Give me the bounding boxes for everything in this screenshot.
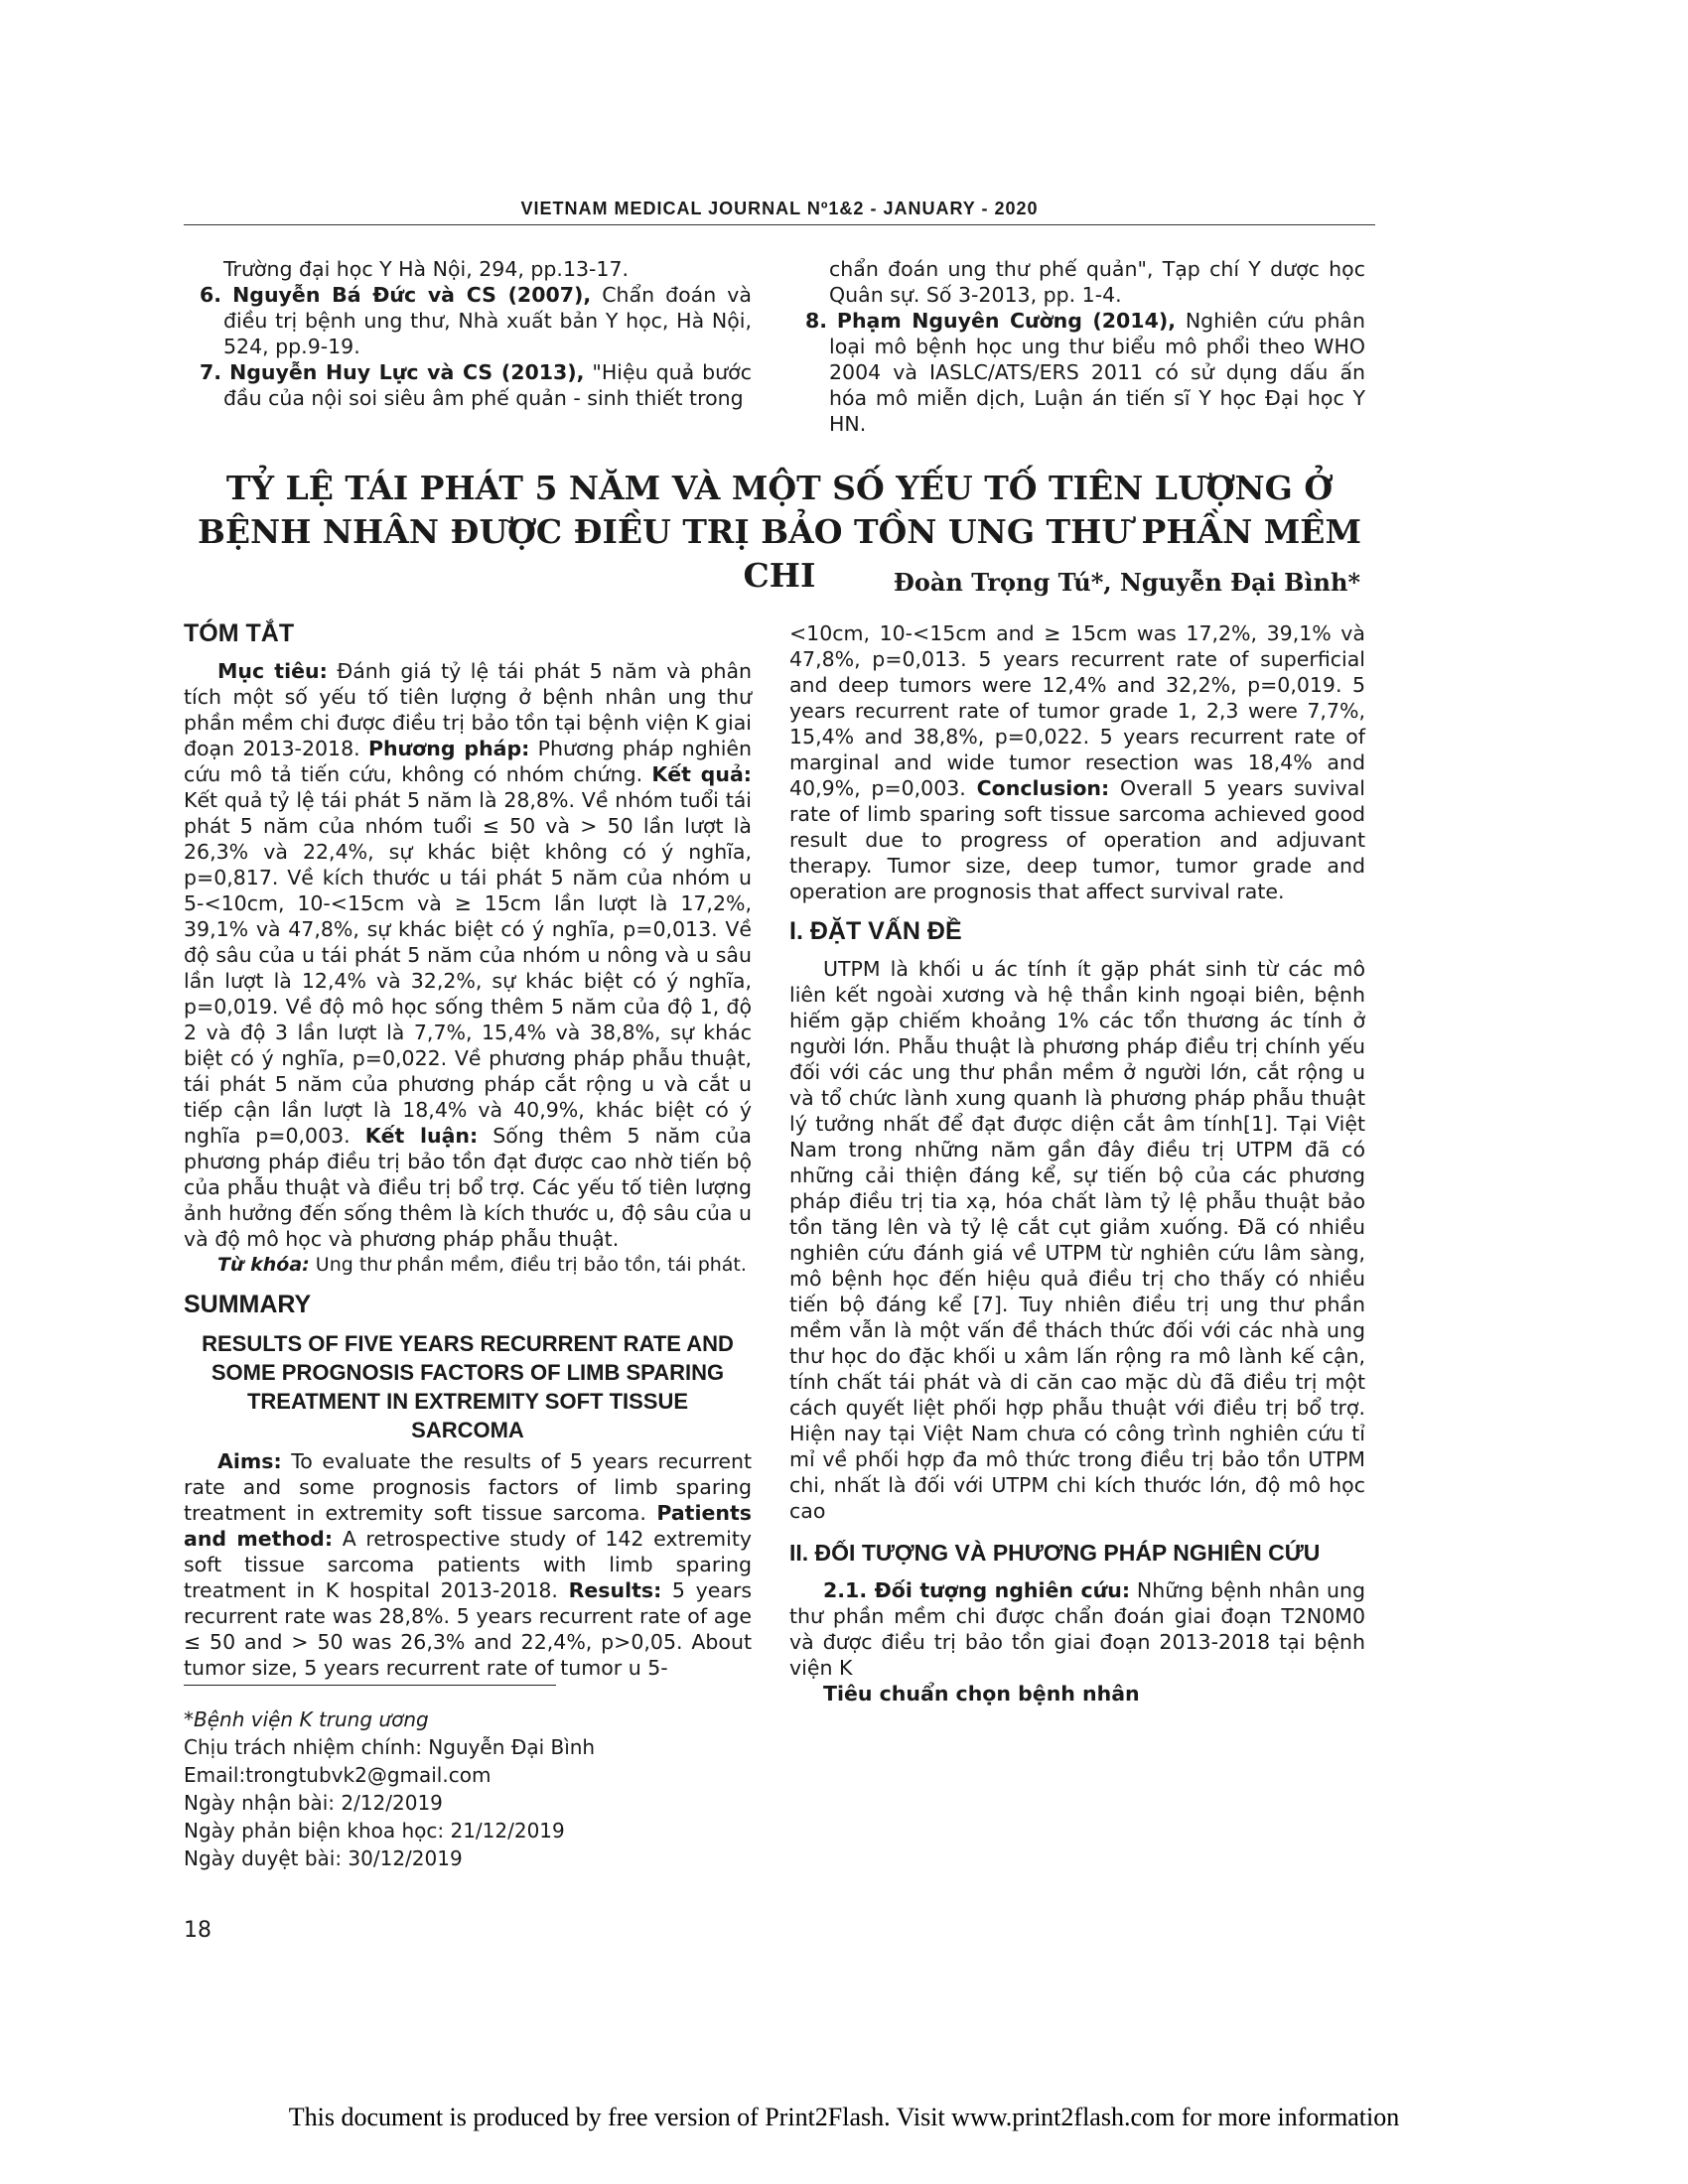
article-authors: Đoàn Trọng Tú*, Nguyễn Đại Bình* bbox=[893, 568, 1360, 597]
summary-body-left: Aims: To evaluate the results of 5 years recurrent rate and some prognosis factors of limb sparing treatment in extremity soft tissue sarcoma. Patients and method: A retrospective study of 142 extremity soft tissue sarcoma patients with limb sparing treatment in K hospital 2013-2018. Results: 5 years recurrent rate was 28,8%. 5 years recurrent rate of age ≤ 50 and > 50 was 26,3% and 22,4%, p>0,05. About tumor size, 5 years recurrent rate of tumor u 5- bbox=[184, 1449, 753, 1680]
journal-header: VIETNAM MEDICAL JOURNAL Nº1&2 - JANUARY - 2020 bbox=[520, 199, 1039, 218]
section-2-heading: II. ĐỐI TƯỢNG VÀ PHƯƠNG PHÁP NGHIÊN CỨU bbox=[789, 1540, 1321, 1566]
main-column-right bbox=[789, 620, 1365, 1706]
footnote-affiliation: *Bệnh viện K trung ương bbox=[184, 1707, 429, 1731]
summary-title: RESULTS OF FIVE YEARS RECURRENT RATE AND SOME PROGNOSIS FACTORS OF LIMB SPARING TREATMENT IN EXTREMITY SOFT TISSUE SARCOMA bbox=[202, 1331, 734, 1442]
abstract-vi-body: Mục tiêu: Đánh giá tỷ lệ tái phát 5 năm và phân tích một số yếu tố tiên lượng ở bệnh nhân ung thư phần mềm chi được điều trị bảo tồn tại bệnh viện K giai đoạn 2013-2018. Phương pháp: Phương pháp nghiên cứu mô tả tiến cứu, không có nhóm chứng. Kết quả: Kết quả tỷ lệ tái phát 5 năm là 28,8%. Về nhóm tuổi tái phát 5 năm của nhóm tuổi ≤ 50 và > 50 lần lượt là 26,3% và 22,4%, sự khác biệt không có ý nghĩa, p=0,817. Về kích thước u tái phát 5 năm của nhóm u 5-<10cm, 10-<15cm và ≥ 15cm lần lượt là 17,2%, 39,1% và 47,8%, sự khác biệt có ý nghĩa, p=0,013. Về độ sâu của u tái phát 5 năm của nhóm u nông và u sâu lần lượt là 12,4% và 32,2%, sự khác biệt có ý nghĩa, p=0,019. Về độ mô học sống thêm 5 năm của độ 1, độ 2 và độ 3 lần lượt là 7,7%, 15,4% và 38,8%, sự khác biệt có ý nghĩa, p=0,022. Về phương pháp phẫu thuật, tái phát 5 năm của phương pháp cắt rộng u và cắt u tiếp cận lần lượt là 18,4% và 40,9%, khác biệt có ý nghĩa p=0,003. Kết luận: Sống thêm 5 năm của phương pháp điều trị bảo tồn đạt được cao nhờ tiến bộ của phẫu thuật và điều trị bổ trợ. Các yếu tố tiên lượng ảnh hưởng đến sống thêm là kích thước u, độ sâu của u và độ mô học và phương pháp phẫu thuật. bbox=[184, 659, 753, 1251]
reference-5-continuation: Trường đại học Y Hà Nội, 294, pp.13-17. bbox=[223, 257, 630, 281]
keywords: Từ khóa: Ung thư phần mềm, điều trị bảo tồn, tái phát. bbox=[217, 1254, 747, 1276]
footnote bbox=[184, 1706, 740, 1872]
footnote-line: Ngày nhận bài: 2/12/2019 bbox=[184, 1791, 443, 1815]
footnote-line: Email:trongtubvk2@gmail.com bbox=[184, 1763, 492, 1787]
summary-body-right: <10cm, 10-<15cm and ≥ 15cm was 17,2%, 39,1% và 47,8%, p=0,013. 5 years recurrent rate of superficial and deep tumors were 12,4% and 32,2%, p=0,019. 5 years recurrent rate of tumor grade 1, 2,3 were 7,7%, 15,4% and 38,8%, p=0,022. 5 years recurrent rate of marginal and wide tumor resection was 18,4% and 40,9%, p=0,003. Conclusion: Overall 5 years suvival rate of limb sparing soft tissue sarcoma achieved good result due to progress of operation and adjuvant therapy. Tumor size, deep tumor, tumor grade and operation are prognosis that affect survival rate. bbox=[789, 621, 1365, 903]
print2flash-watermark: This document is produced by free version of Print2Flash. Visit www.print2flash.com for more information bbox=[288, 2103, 1400, 2131]
section-1-heading: I. ĐẶT VẤN ĐỀ bbox=[789, 917, 962, 945]
main-column-left bbox=[184, 620, 752, 1681]
footnote-divider bbox=[184, 1685, 556, 1686]
section-2-1-body: 2.1. Đối tượng nghiên cứu: Những bệnh nhân ung thư phần mềm chi được chẩn đoán giai đoạn T2N0M0 và được điều trị bảo tồn giai đoạn 2013-2018 tại bệnh viện K bbox=[789, 1578, 1365, 1680]
article-title-line-2: BỆNH NHÂN ĐƯỢC ĐIỀU TRỊ BẢO TỒN UNG THƯ PHẦN MỀM CHI bbox=[198, 512, 1361, 595]
summary-heading: SUMMARY bbox=[184, 1291, 312, 1318]
patient-criteria-subheading: Tiêu chuẩn chọn bệnh nhân bbox=[823, 1682, 1140, 1706]
header-divider bbox=[184, 224, 1375, 225]
section-1-body: UTPM là khối u ác tính ít gặp phát sinh từ các mô liên kết ngoài xương và hệ thần kinh ngoại biên, bệnh hiếm gặp chiếm khoảng 1% các tổn thương ác tính ở người lớn. Phẫu thuật là phương pháp điều trị chính yếu đối với các ung thư phần mềm ở người lớn, cắt rộng u và tổ chức lành xung quanh là phương pháp phẫu thuật lý tưởng nhất để đạt được diện cắt âm tính[1]. Tại Việt Nam trong những năm gần đây điều trị UTPM đã có những cải thiện đáng kể, sự tiến bộ của các phương pháp điều trị tia xạ, hóa chất làm tỷ lệ phẫu thuật bảo tồn tăng lên và tỷ lệ cắt cụt giảm xuống. Đã có nhiều nghiên cứu đánh giá về UTPM từ nghiên cứu lâm sàng, mô bệnh học đến hiệu quả điều trị cho thấy có nhiều tiến bộ đáng kể [7]. Tuy nhiên điều trị ung thư phần mềm vẫn là một vấn đề thách thức đối với các nhà ung thư học do đặc khối u xâm lấn rộng ra mô lành kế cận, tính chất tái phát và di căn cao mặc dù đã điều trị một cách quyết liệt phối hợp phẫu thuật với điều trị bổ trợ. Hiện nay tại Việt Nam chưa có công trình nghiên cứu tỉ mỉ về phối hợp đa mô thức trong điều trị bảo tồn UTPM chi, nhất là đối với UTPM chi kích thước lớn, độ mô học cao bbox=[789, 957, 1365, 1523]
reference-7: 7. Nguyễn Huy Lực và CS (2013), "Hiệu quả bước đầu của nội soi siêu âm phế quản - sinh thiết trong bbox=[200, 360, 752, 410]
references-left bbox=[184, 256, 752, 411]
abstract-heading: TÓM TẮT bbox=[184, 619, 295, 647]
footnote-line: Ngày duyệt bài: 30/12/2019 bbox=[184, 1846, 463, 1870]
references-right bbox=[789, 256, 1365, 437]
reference-7-continuation: chẩn đoán ung thư phế quản", Tạp chí Y dược học Quân sự. Số 3-2013, pp. 1-4. bbox=[829, 257, 1365, 307]
article-title-line-1: TỶ LỆ TÁI PHÁT 5 NĂM VÀ MỘT SỐ YẾU TỐ TIÊN LƯỢNG Ở bbox=[225, 469, 1334, 507]
footnote-line: Ngày phản biện khoa học: 21/12/2019 bbox=[184, 1819, 565, 1843]
reference-6: 6. Nguyễn Bá Đức và CS (2007), Chẩn đoán và điều trị bệnh ung thư, Nhà xuất bản Y học, Hà Nội, 524, pp.9-19. bbox=[200, 283, 752, 358]
footnote-line: Chịu trách nhiệm chính: Nguyễn Đại Bình bbox=[184, 1735, 596, 1759]
page-number: 18 bbox=[184, 1918, 211, 1943]
reference-8: 8. Phạm Nguyên Cường (2014), Nghiên cứu phân loại mô bệnh học ung thư biểu mô phổi theo WHO 2004 và IASLC/ATS/ERS 2011 có sử dụng dấu ấn hóa mô miễn dịch, Luận án tiến sĩ Y học Đại học Y HN. bbox=[805, 309, 1365, 436]
